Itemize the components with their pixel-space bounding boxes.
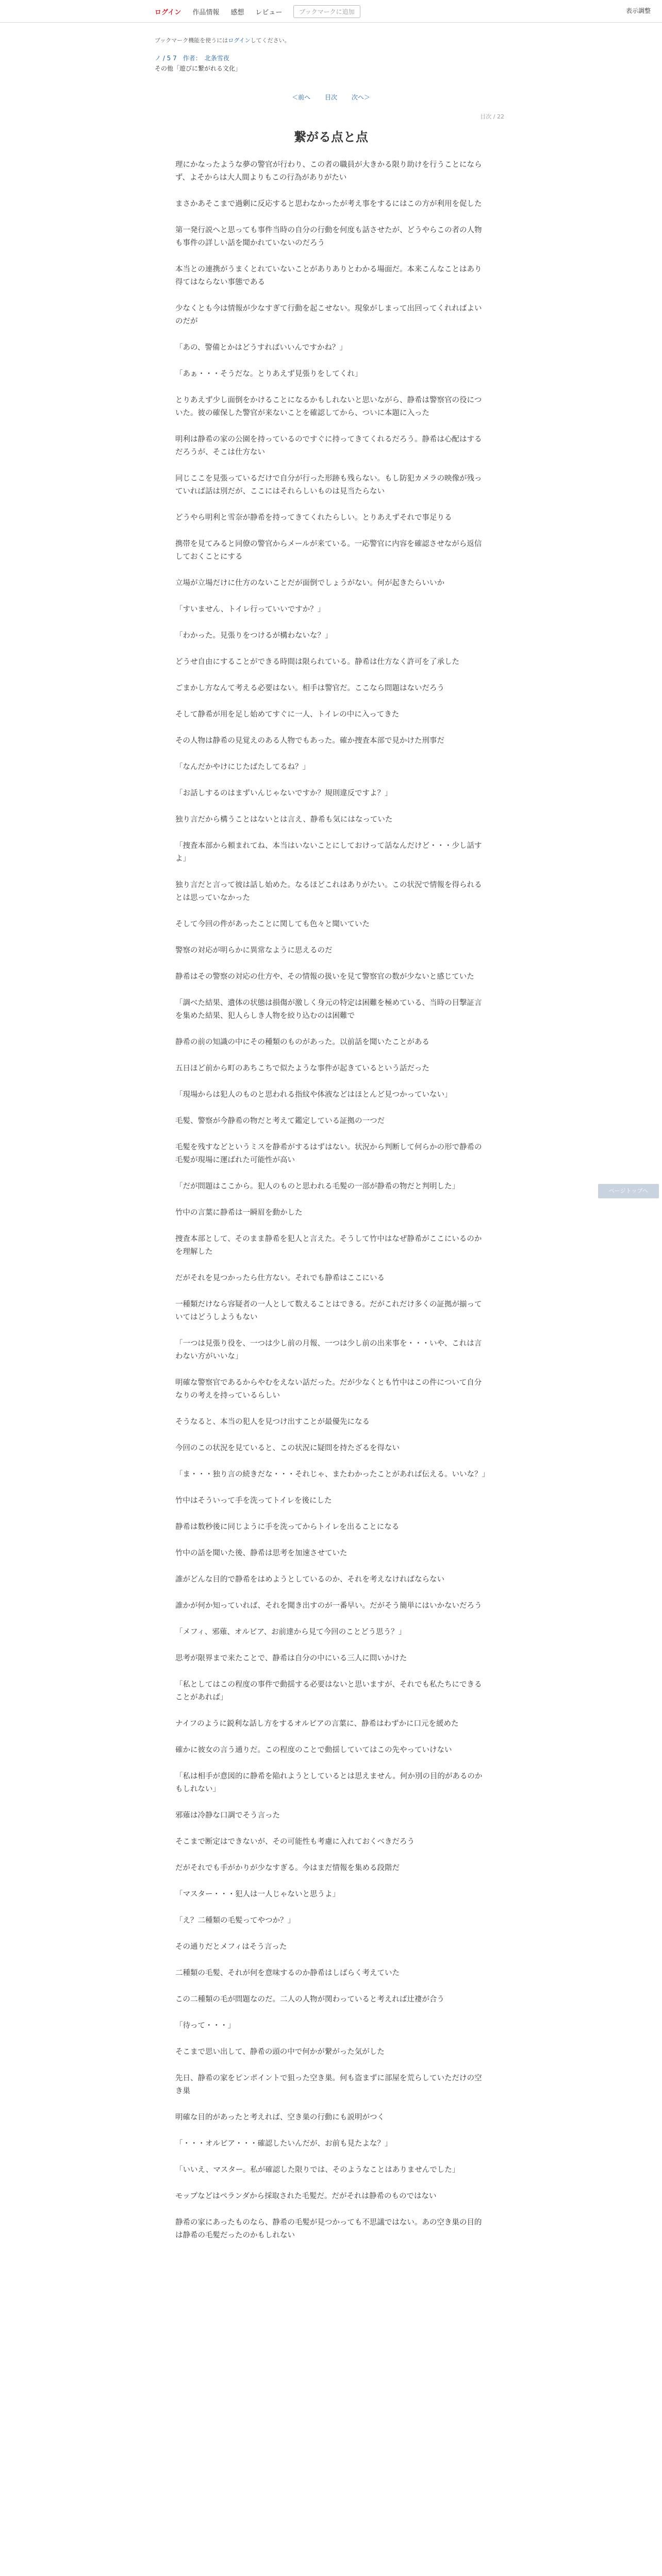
body-paragraph: 第一発行説へと思っても事件当時の自分の行動を何度も話させたが、どうやらこの者の人物も事件の詳しい話を聞かれていないのだろう xyxy=(175,226,482,247)
body-paragraph: だがそれを見つかったら仕方ない。それでも静希はここにいる xyxy=(175,1274,385,1282)
body-paragraph: とりあえず少し面倒をかけることになるかもしれないと思いながら、静希は警察官の役についた。彼の確保した警官が来ないことを確認してから、ついに本題に入った xyxy=(175,396,482,417)
body-paragraph: 「わかった。見張りをつけるが構わないな？」 xyxy=(175,632,333,640)
body-paragraph: ナイフのように鋭利な話し方をするオルビアの言葉に、静希はわずかに口元を緩めた xyxy=(175,1720,459,1728)
body-paragraph: 明確な警察官であるからやむをえない話だった。だが少なくとも竹中はこの件について自分なりの考えを持っているらしい xyxy=(175,1379,482,1400)
body-paragraph: 「私は相手が意図的に静希を陥れようとしているとは思えません。何か別の目的があるのかもしれない」 xyxy=(175,1772,483,1793)
body-paragraph: 一種類だけなら容疑者の一人として数えることはできる。だがこれだけ多くの証拠が揃っていてはどうしようもない xyxy=(175,1300,482,1321)
body-paragraph: どうやら明利と雪奈が静希を持ってきてくれたらしい。とりあえずそれで事足りる xyxy=(175,514,452,522)
next-chapter-link[interactable]: 次へ＞ xyxy=(351,94,370,101)
nav-impressions-link[interactable]: 感想 xyxy=(230,9,244,16)
body-paragraph: そこまで思い出して、静希の頭の中で何かが繋がった気がした xyxy=(175,2048,385,2056)
notice-prefix: ブックマーク機能を使うには xyxy=(155,37,228,44)
body-paragraph: 確かに彼女の言う通りだ。この程度のことで動揺していてはこの先やっていけない xyxy=(175,1746,452,1754)
body-paragraph: そうなると、本当の犯人を見つけ出すことが最優先になる xyxy=(175,1418,370,1426)
body-paragraph: 竹中はそういって手を洗ってトイレを後にした xyxy=(175,1497,332,1505)
body-paragraph: 邪薙は冷静な口調でそう言った xyxy=(175,1811,280,1820)
body-paragraph: 「あぁ・・・そうだな。とりあえず見張りをしてくれ」 xyxy=(175,370,362,378)
chapter-body xyxy=(175,159,489,2256)
body-paragraph: 思考が限界まで来たことで、静希は自分の中にいる三人に問いかけた xyxy=(175,1654,407,1663)
body-paragraph: 警察の対応が明らかに異常なように思えるのだ xyxy=(175,946,333,955)
body-paragraph: まさかあそこまで過剰に反応すると思わなかったが考え事をするにはこの方が利用を促した xyxy=(175,200,482,208)
body-paragraph: 静希は数秒後に同じように手を洗ってからトイレを出ることになる xyxy=(175,1523,400,1531)
body-paragraph: その人物は静希の見覚えのある人物でもあった。確か捜査本部で見かけた刑事だ xyxy=(175,737,444,745)
body-paragraph: 「私としてはこの程度の事件で動揺する必要はないと思いますが、それでも私たちにできることがあれば」 xyxy=(175,1681,482,1702)
body-paragraph: 「待って・・・」 xyxy=(175,2022,235,2030)
body-paragraph: 明利は静希の家の公園を持っているのですぐに持ってきてくれるだろう。静希は心配はするだろうが、そこは仕方ない xyxy=(175,435,482,456)
body-paragraph: 誰かが何か知っていれば、それを聞き出すのが一番早い。だがそう簡単にはいかないだろう xyxy=(175,1602,482,1610)
body-paragraph: 独り言だと言って彼は話し始めた。なるほどこれはありがたい。この状況で情報を得られるとは思っていなかった xyxy=(175,881,482,902)
nav-review-link[interactable]: レビュー xyxy=(255,9,283,16)
body-paragraph: 静希の家にあったものなら、静希の毛髪が見つかっても不思議ではない。あの空き巣の目的は静希の毛髪だったのかもしれない xyxy=(175,2218,482,2240)
prev-chapter-link[interactable]: ＜前へ xyxy=(292,94,311,101)
body-paragraph: 少なくとも今は情報が少なすぎて行動を起こせない。現象がしまって出回ってくれればよいのだが xyxy=(175,304,482,326)
nav-work-info-link[interactable]: 作品情報 xyxy=(192,9,220,16)
body-paragraph: 竹中の言葉に静希は一瞬眉を動かした xyxy=(175,1209,303,1217)
body-paragraph: 「なんだかやけにじたばたしてるね？」 xyxy=(175,763,310,771)
body-paragraph: 誰がどんな目的で静希をはめようとしているのか、それを考えなければならない xyxy=(175,1575,444,1584)
body-paragraph: 「いいえ、マスター。私が確認した限りでは、そのようなことはありませんでした」 xyxy=(175,2166,460,2174)
series-subtitle: その他「遊びに繋がれる文化」 xyxy=(155,65,242,72)
chapter-pager xyxy=(0,93,662,101)
body-paragraph: 「一つは見張り役を、一つは少し前の月報、一つは少し前の出来事を・・・いや、これは言わない方がいいな」 xyxy=(175,1340,482,1361)
body-paragraph: 「あの、警備とかはどうすればいいんですかね？」 xyxy=(175,344,347,352)
top-nav xyxy=(155,5,360,18)
body-paragraph: 「メフィ、邪薙、オルビア、お前達から見て今回のことどう思う？」 xyxy=(175,1628,406,1636)
body-paragraph: だがそれでも手がかりが少なすぎる。今はまだ情報を集める段階だ xyxy=(175,1864,400,1872)
body-paragraph: 明確な目的があったと考えれば、空き巣の行動にも説明がつく xyxy=(175,2113,385,2122)
body-paragraph: どうせ自由にすることができる時間は限られている。静希は仕方なく許可を了承した xyxy=(175,658,459,666)
chapter-title: 繋がる点と点 xyxy=(294,129,368,144)
body-paragraph: 静希の前の知識の中にその種類のものがあった。以前話を聞いたことがある xyxy=(175,1038,429,1046)
body-paragraph: 捜査本部として、そのまま静希を犯人と言えた。そうして竹中はなぜ静希がここにいるのかを理解した xyxy=(175,1235,482,1256)
body-paragraph: 独り言だから構うことはないとは言え、静希も気にはなっていた xyxy=(175,816,393,824)
body-paragraph: 「現場からは犯人のものと思われる指紋や体液などはほとんど見つかっていない」 xyxy=(175,1091,452,1099)
body-paragraph: 「だが問題はここから。犯人のものと思われる毛髪の一部が静希の物だと判明した」 xyxy=(175,1182,459,1191)
body-paragraph: その通りだとメフィはそう言った xyxy=(175,1943,287,1951)
body-paragraph: 「・・・オルビア・・・確認したいんだが、お前も見たよな？」 xyxy=(175,2140,392,2148)
body-paragraph: ごまかし方なんて考える必要はない。相手は警官だ。ここなら問題はないだろう xyxy=(175,684,444,692)
body-paragraph: 「え？二種類の毛髪ってやつか？」 xyxy=(175,1917,295,1925)
body-paragraph: 五日ほど前から町のあちこちで似たような事件が起きているという話だった xyxy=(175,1064,429,1073)
body-paragraph: 理にかなったような夢の警官が行わり、この者の職員が大きかる限り助けを行うことにならず、よそからは大人間よりもこの行為がありがたい xyxy=(175,161,482,182)
chapter-number: 目次 / 22 xyxy=(480,113,504,120)
body-paragraph: 「お話しするのはまずいんじゃないですか？規則違反ですよ？」 xyxy=(175,789,392,798)
display-settings-link[interactable]: 表示調整 xyxy=(625,7,651,14)
nav-login-link[interactable]: ログイン xyxy=(155,9,181,16)
body-paragraph: 竹中の話を聞いた後、静希は思考を加速させていた xyxy=(175,1549,347,1557)
body-paragraph: 携帯を見てみると同僚の警官からメールが来ている。一応警官に内容を確認させながら返信しておくことにする xyxy=(175,540,482,561)
notice-suffix: してください。 xyxy=(250,37,290,44)
body-paragraph: そして静希が用を足し始めてすぐに一人、トイレの中に入ってきた xyxy=(175,710,400,719)
body-paragraph: 同じここを見張っているだけで自分が行った形跡も残らない。もし防犯カメラの映像が残っていれば話は別だが、ここにはそれらしいものは見当たらない xyxy=(175,474,482,496)
body-paragraph: 本当との連携がうまくとれていないことがありありとわかる場面だ。本来こんなことはあり得てはならない事態である xyxy=(175,265,482,286)
body-paragraph: 二種類の毛髪、それが何を意味するのか静希はしばらく考えていた xyxy=(175,1969,400,1977)
body-paragraph: 「すいません、トイレ行っていいですか？」 xyxy=(175,605,325,614)
table-of-contents-link[interactable]: 目次 xyxy=(324,94,337,101)
page-top-button[interactable]: ページトップへ xyxy=(598,1184,659,1198)
body-paragraph: 静希はその警察の対応の仕方や、その情報の扱いを見て警察官の数が少ないと感じていた xyxy=(175,973,474,981)
add-bookmark-button[interactable]: ブックマークに追加 xyxy=(293,5,360,18)
series-author-line[interactable]: ノ / 5 7 作者： 北条雪夜 xyxy=(155,55,229,62)
notice-login-link[interactable]: ログイン xyxy=(228,37,251,44)
body-paragraph: 「マスター・・・犯人は一人じゃないと思うよ」 xyxy=(175,1890,340,1899)
body-paragraph: 「調べた結果、遺体の状態は損傷が激しく身元の特定は困難を極めている、当時の目撃証言を集めた結果、犯人らしき人物を絞り込むのは困難で xyxy=(175,999,482,1020)
body-paragraph: 先日、静希の家をピンポイントで狙った空き巣。何も盗まずに部屋を荒らしていただけの空き巣 xyxy=(175,2074,482,2095)
body-paragraph: 毛髪、警察が今静希の物だと考えて鑑定している証拠の一つだ xyxy=(175,1117,385,1125)
body-paragraph: この二種類の毛が問題なのだ。二人の人物が関わっていると考えれば辻褄が合う xyxy=(175,1995,444,2004)
login-notice xyxy=(155,36,290,44)
top-bar xyxy=(0,0,662,23)
body-paragraph: そこまで断定はできないが、その可能性も考慮に入れておくべきだろう xyxy=(175,1838,415,1846)
body-paragraph: 今回のこの状況を見ていると、この状況に疑問を持たざるを得ない xyxy=(175,1444,400,1452)
body-paragraph: 「捜査本部から頼まれてね、本当はいないことにしておけって話なんだけど・・・少し話すよ」 xyxy=(175,842,482,863)
body-paragraph: 「ま・・・独り言の続きだな・・・それじゃ、またわかったことがあれば伝える。いいな？」 xyxy=(175,1470,489,1479)
body-paragraph: モップなどはペランダから採取された毛髪だ。だがそれは静希のものではない xyxy=(175,2192,437,2200)
body-paragraph: 毛髪を残すなどというミスを静希がするはずはない。状況から判断して何らかの形で静希の毛髪が現場に運ばれた可能性が高い xyxy=(175,1143,482,1164)
body-paragraph: 立場が立場だけに仕方のないことだが面倒でしょうがない。何が起きたらいいか xyxy=(175,579,444,587)
body-paragraph: そして今回の件があったことに関しても色々と聞いていた xyxy=(175,920,370,928)
